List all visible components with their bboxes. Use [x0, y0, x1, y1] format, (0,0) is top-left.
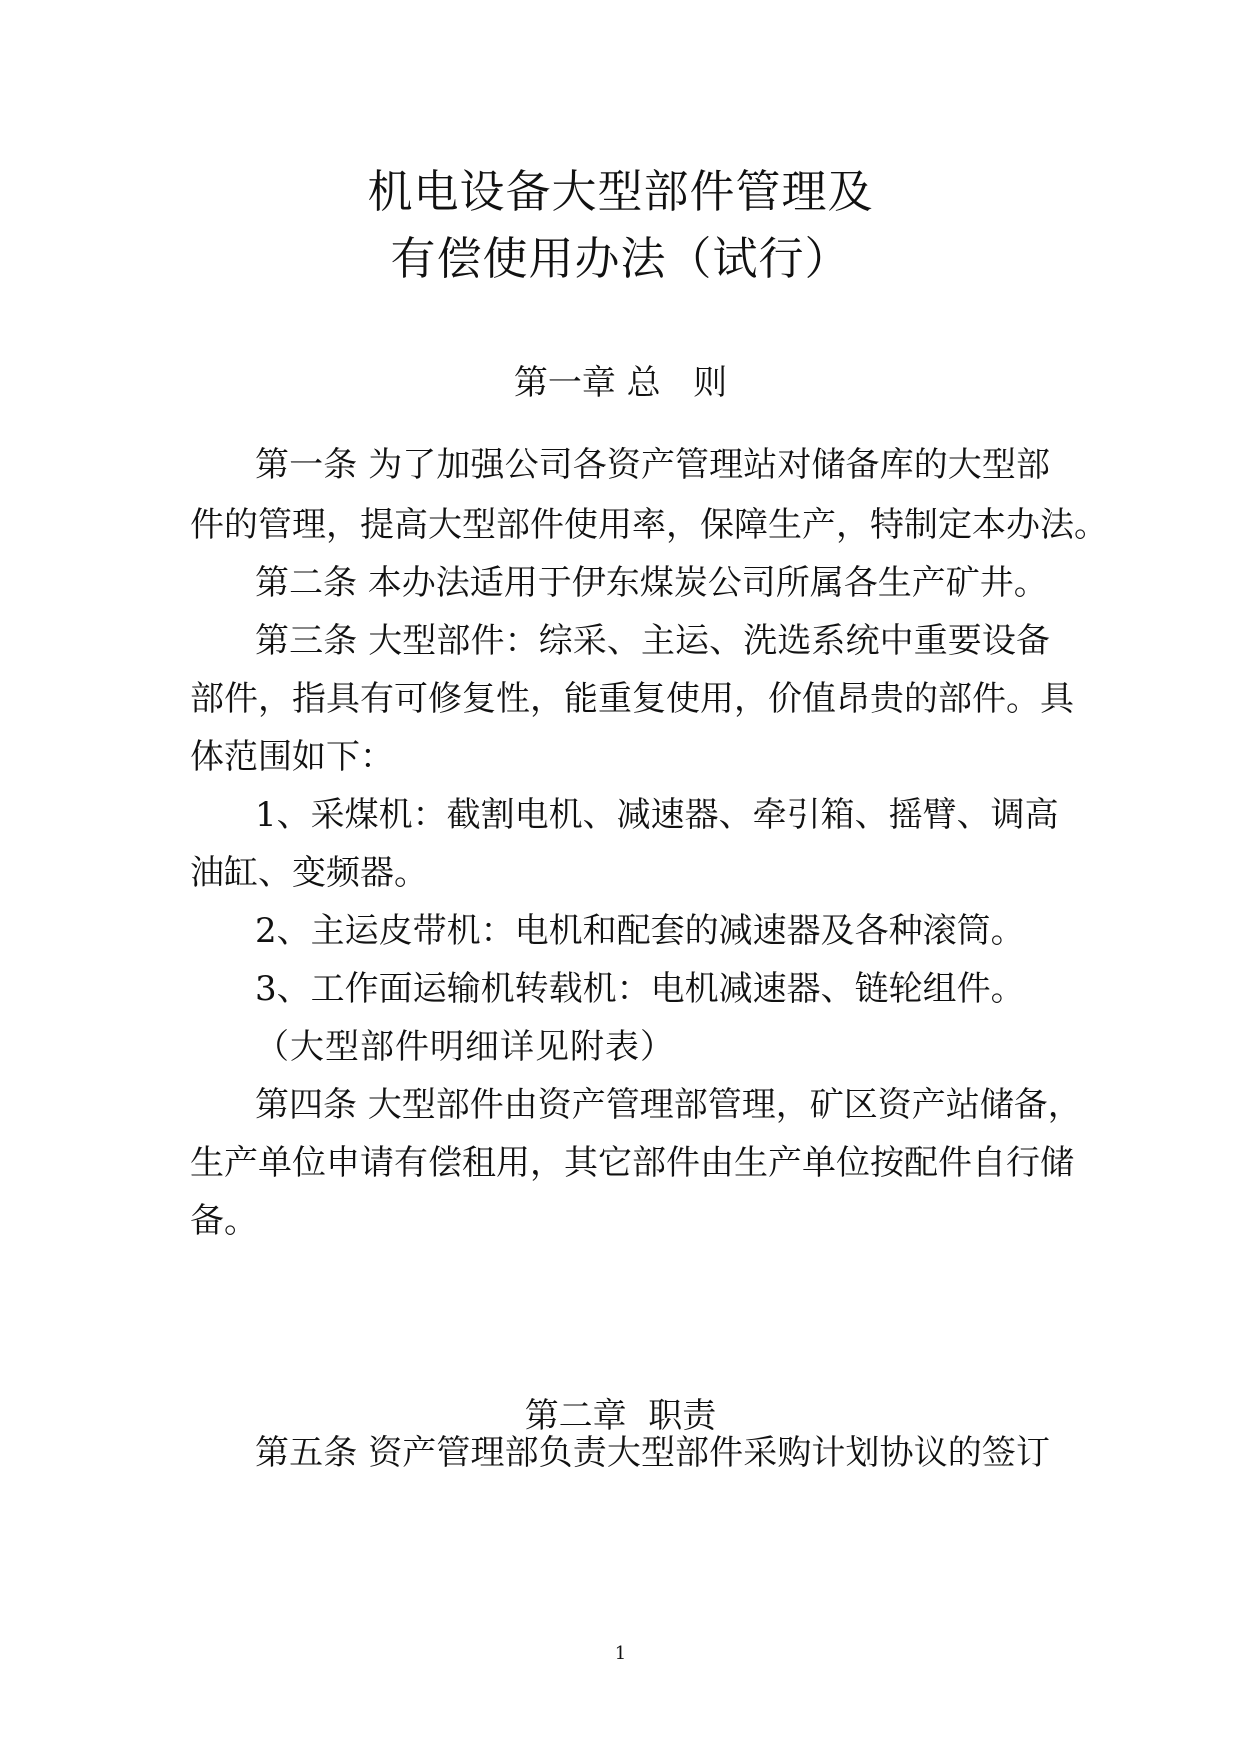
article-5-line-1: 第五条 资产管理部负责大型部件采购计划协议的签订 [255, 1433, 1050, 1473]
list-item-2: 2、主运皮带机：电机和配套的减速器及各种滚筒。 [255, 911, 1025, 951]
article-2-line: 第二条 本办法适用于伊东煤炭公司所属各生产矿井。 [255, 563, 1048, 603]
article-3-line-3: 体范围如下： [190, 737, 394, 777]
article-4-line-1: 第四条 大型部件由资产管理部管理，矿区资产站储备， [255, 1085, 1082, 1125]
list-item-3: 3、工作面运输机转载机：电机减速器、链轮组件。 [255, 969, 1025, 1009]
list-item-1-line-2: 油缸、变频器。 [190, 853, 428, 893]
appendix-note: （大型部件明细详见附表） [255, 1027, 675, 1067]
article-1-line-1: 第一条 为了加强公司各资产管理站对储备库的大型部 [255, 445, 1050, 485]
article-1-line-2: 件的管理，提高大型部件使用率，保障生产，特制定本办法。 [190, 505, 1108, 545]
article-4-line-3: 备。 [190, 1201, 258, 1241]
document-title-line-1: 机电设备大型部件管理及 [367, 165, 874, 218]
article-3-line-2: 部件，指具有可修复性，能重复使用，价值昂贵的部件。具 [190, 679, 1074, 719]
document-title-line-2: 有偿使用办法（试行） [390, 232, 851, 285]
article-4-line-2: 生产单位申请有偿租用，其它部件由生产单位按配件自行储 [190, 1143, 1074, 1183]
chapter-1-heading: 第一章 总 则 [513, 363, 728, 403]
page-number: 1 [614, 1643, 627, 1664]
chapter-2-heading: 第二章 职责 [524, 1396, 717, 1436]
list-item-1-line-1: 1、采煤机：截割电机、减速器、牵引箱、摇臂、调高 [255, 795, 1059, 835]
article-3-line-1: 第三条 大型部件：综采、主运、洗选系统中重要设备 [255, 621, 1050, 661]
